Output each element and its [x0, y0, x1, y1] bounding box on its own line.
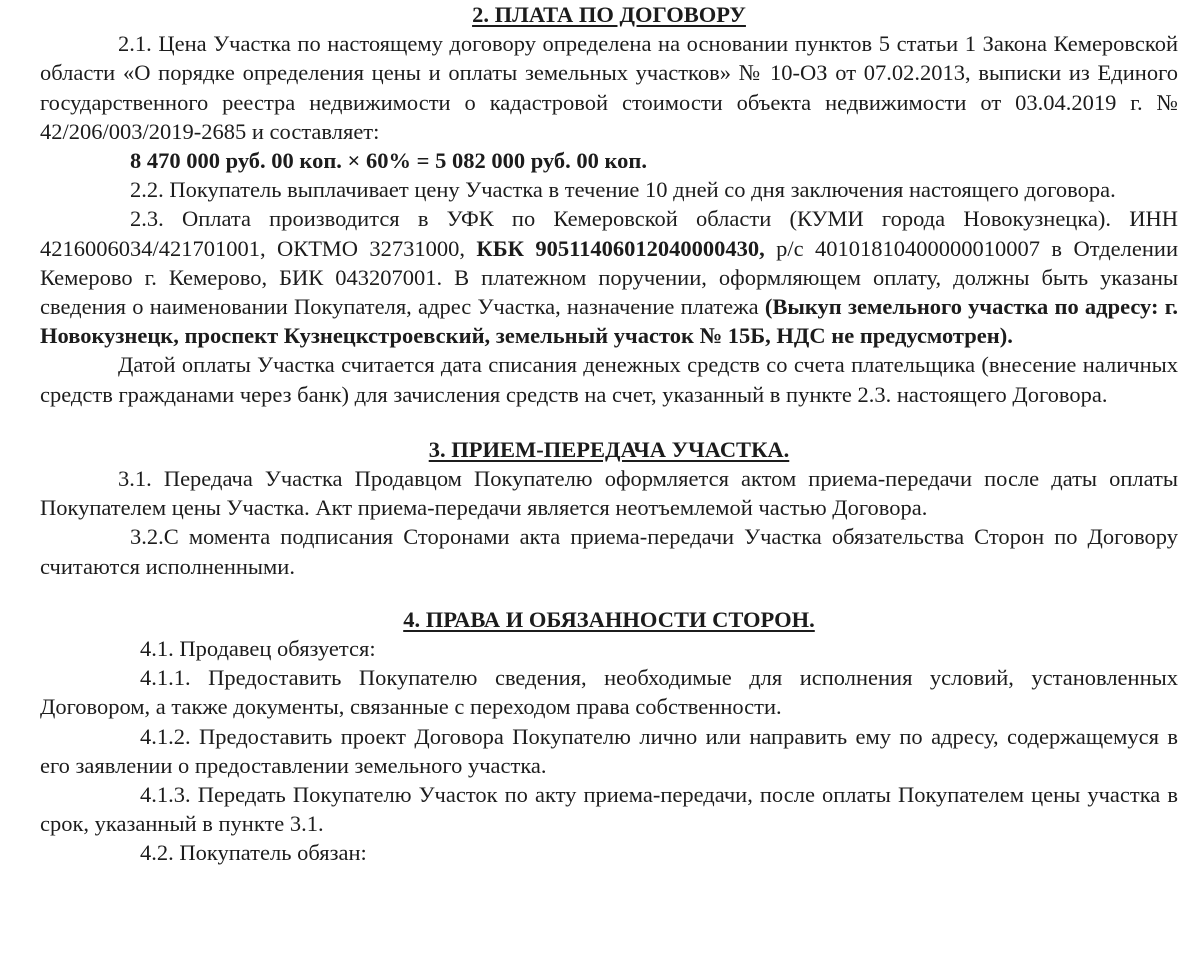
- clause-4-1-3: 4.1.3. Передать Покупателю Участок по акту приема-передачи, после оплаты Покупателем цены участка в срок, указанный в пункте 3.1.: [40, 782, 1178, 837]
- price-formula: 8 470 000 руб. 00 коп. × 60% = 5 082 000 руб. 00 коп.: [130, 148, 647, 174]
- section-4-heading: 4. ПРАВА И ОБЯЗАННОСТИ СТОРОН.: [403, 606, 815, 632]
- spacer: [40, 409, 1178, 435]
- section-3-heading: 3. ПРИЕМ-ПЕРЕДАЧА УЧАСТКА.: [428, 436, 790, 462]
- clause-4-1-2: 4.1.2. Предоставить проект Договора Покупателю лично или направить ему по адресу, содержащемуся в его заявлении о предоставлении земельного участка.: [40, 723, 1178, 778]
- clause-4-1-1: 4.1.1. Предоставить Покупателю сведения, необходимые для исполнения условий, установленных Договором, а также документы, связанные с переходом права собственности.: [40, 665, 1178, 720]
- clause-2-3-part-a: 2.3. Оплата производится в УФК по Кемеровской области (КУМИ города Новокузнецка). ИНН 4216006034/421701001, ОКТМО 32731000,: [40, 206, 1178, 261]
- clause-3-2: 3.2.С момента подписания Сторонами акта приема-передачи Участка обязательства Сторон по Договору считаются исполненными.: [40, 524, 1178, 579]
- clause-4-2: 4.2. Покупатель обязан:: [140, 840, 367, 866]
- clause-2-3-part-b: р/с 40101810400000010007 в Отделении Кемерово г. Кемерово, БИК 043207001. В платежном поручении, оформляющем оплату, должны быть указаны сведения о наименовании Покупателя, адрес Участка, назначение платежа: [40, 235, 1178, 320]
- spacer: [40, 581, 1178, 605]
- payment-purpose: (Выкуп земельного участка по адресу: г. Новокузнецк, проспект Кузнецкстроевский, земельный участок № 15Б, НДС не предусмотрен).: [40, 294, 1179, 349]
- clause-3-1: 3.1. Передача Участка Продавцом Покупателю оформляется актом приема-передачи после даты оплаты Покупателем цены Участка. Акт приема-передачи является неотъемлемой частью Договора.: [40, 466, 1178, 521]
- clause-4-1: 4.1. Продавец обязуется:: [140, 636, 376, 662]
- clause-2-2: 2.2. Покупатель выплачивает цену Участка в течение 10 дней со дня заключения настоящего договора.: [130, 177, 1116, 203]
- clause-2-3: [40, 204, 1178, 350]
- section-2-heading: 2. ПЛАТА ПО ДОГОВОРУ: [472, 2, 746, 27]
- kbk-code: КБК 90511406012040000430,: [476, 235, 765, 261]
- clause-payment-date: Датой оплаты Участка считается дата списания денежных средств со счета плательщика (внесение наличных средств гражданами через банк) для зачисления средств на счет, указанный в пункте 2.3. настоящего Договора.: [40, 352, 1178, 407]
- clause-2-1: 2.1. Цена Участка по настоящему договору определена на основании пунктов 5 статьи 1 Закона Кемеровской области «О порядке определения цены и оплаты земельных участков» № 10-ОЗ от 07.02.2013, выписки из Единого государственного реестра недвижимости о кадастровой стоимости объекта недвижимости от 03.04.2019 г. № 42/206/003/2019-2685 и составляет:: [40, 31, 1178, 144]
